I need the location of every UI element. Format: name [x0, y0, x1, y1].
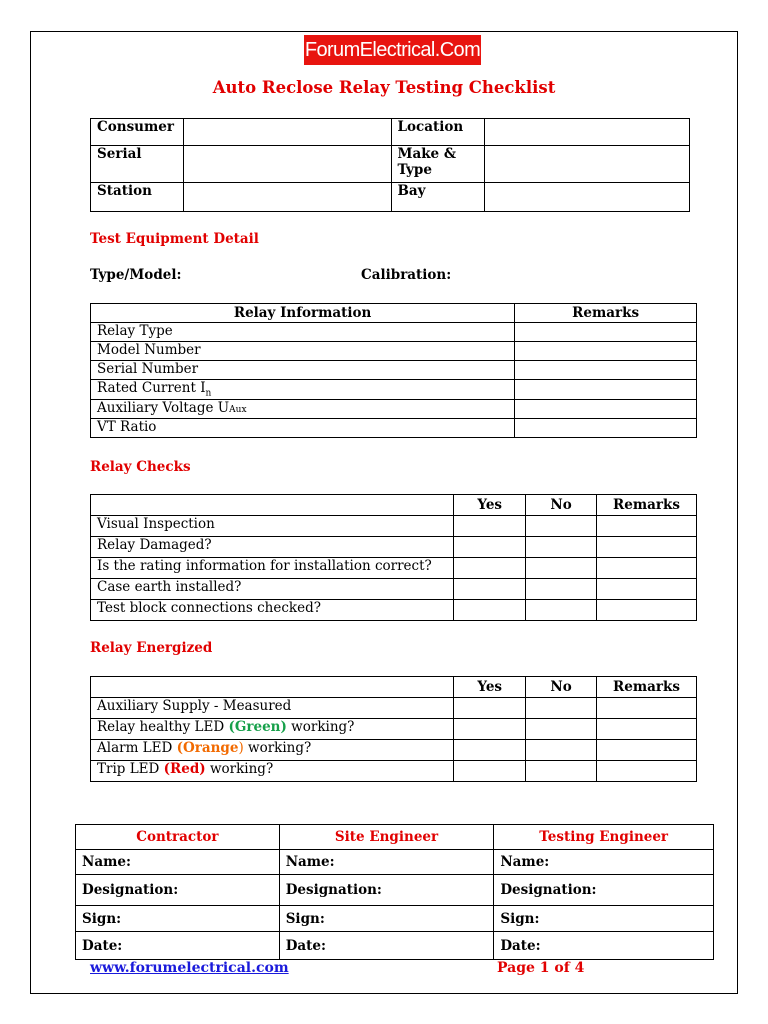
checks-item-header — [91, 495, 454, 516]
check-yes-cell[interactable] — [454, 579, 526, 600]
table-row — [91, 740, 697, 761]
test-equipment-heading: Test Equipment Detail — [90, 231, 259, 247]
info-table — [90, 118, 690, 212]
check-yes-cell[interactable] — [454, 600, 526, 621]
energized-remarks-cell[interactable] — [597, 719, 697, 740]
relay-type-remarks[interactable] — [515, 323, 697, 342]
relay-energized-heading: Relay Energized — [90, 640, 213, 656]
make-type-label-line-2: Type — [397, 162, 432, 178]
check-no-cell[interactable] — [526, 600, 597, 621]
aux-voltage-text: Auxiliary Voltage U — [97, 399, 230, 416]
energized-remarks-header: Remarks — [597, 677, 697, 698]
serial-number-remarks[interactable] — [515, 361, 697, 380]
check-no-cell[interactable] — [526, 558, 597, 579]
check-yes-cell[interactable] — [454, 516, 526, 537]
calibration-label: Calibration: — [361, 267, 452, 283]
consumer-field[interactable] — [183, 119, 391, 146]
contractor-header: Contractor — [76, 825, 280, 850]
contractor-date-field[interactable]: Date: — [76, 932, 280, 960]
relay-info-header: Relay Information — [91, 304, 515, 323]
check-item-label: Is the rating information for installation correct? — [91, 558, 454, 579]
consumer-label: Consumer — [91, 119, 184, 146]
table-row — [91, 761, 697, 782]
model-number-label: Model Number — [91, 342, 515, 361]
check-yes-cell[interactable] — [454, 537, 526, 558]
testing-engineer-sign-field[interactable]: Sign: — [494, 906, 714, 932]
energized-yes-cell[interactable] — [454, 761, 526, 782]
check-yes-cell[interactable] — [454, 558, 526, 579]
contractor-name-field[interactable]: Name: — [76, 850, 280, 875]
brand-logo: ForumElectrical.Com — [304, 35, 481, 65]
serial-field[interactable] — [183, 146, 391, 183]
trip-led-text: Trip LED — [97, 761, 164, 777]
contractor-sign-field[interactable]: Sign: — [76, 906, 280, 932]
relay-checks-table — [90, 494, 697, 621]
type-model-label: Type/Model: — [90, 267, 182, 283]
energized-no-cell[interactable] — [526, 761, 597, 782]
table-row — [91, 558, 697, 579]
vt-ratio-remarks[interactable] — [515, 418, 697, 437]
table-row — [76, 932, 714, 960]
site-engineer-name-field[interactable]: Name: — [279, 850, 494, 875]
table-row — [91, 418, 697, 437]
alarm-led-text: Alarm LED — [97, 740, 177, 756]
relay-info-table — [90, 303, 697, 438]
contractor-designation-field[interactable]: Designation: — [76, 875, 280, 906]
energized-yes-cell[interactable] — [454, 698, 526, 719]
healthy-led-text: Relay healthy LED — [97, 719, 229, 735]
make-type-field[interactable] — [485, 146, 690, 183]
testing-engineer-designation-field[interactable]: Designation: — [494, 875, 714, 906]
serial-label: Serial — [91, 146, 184, 183]
energized-yes-cell[interactable] — [454, 719, 526, 740]
make-type-label — [391, 146, 485, 183]
check-remarks-cell[interactable] — [597, 516, 697, 537]
bay-label: Bay — [391, 183, 485, 212]
site-engineer-sign-field[interactable]: Sign: — [279, 906, 494, 932]
energized-item-label — [91, 719, 454, 740]
healthy-led-suffix: working? — [286, 719, 355, 735]
website-link[interactable]: www.forumelectrical.com — [90, 960, 289, 976]
energized-item-header — [91, 677, 454, 698]
location-label: Location — [391, 119, 485, 146]
rated-current-label — [91, 380, 515, 400]
relay-type-label: Relay Type — [91, 323, 515, 342]
energized-no-cell[interactable] — [526, 719, 597, 740]
aux-voltage-remarks[interactable] — [515, 399, 697, 418]
energized-no-cell[interactable] — [526, 698, 597, 719]
energized-item-label: Auxiliary Supply - Measured — [91, 698, 454, 719]
table-row — [91, 361, 697, 380]
table-row — [91, 399, 697, 418]
bay-field[interactable] — [485, 183, 690, 212]
station-label: Station — [91, 183, 184, 212]
check-no-cell[interactable] — [526, 579, 597, 600]
table-row — [91, 516, 697, 537]
check-remarks-cell[interactable] — [597, 579, 697, 600]
site-engineer-date-field[interactable]: Date: — [279, 932, 494, 960]
check-remarks-cell[interactable] — [597, 558, 697, 579]
site-engineer-header: Site Engineer — [279, 825, 494, 850]
table-row — [91, 719, 697, 740]
energized-yes-header: Yes — [454, 677, 526, 698]
table-row — [76, 906, 714, 932]
testing-engineer-name-field[interactable]: Name: — [494, 850, 714, 875]
energized-remarks-cell[interactable] — [597, 698, 697, 719]
table-row — [91, 342, 697, 361]
table-row — [91, 600, 697, 621]
checks-yes-header: Yes — [454, 495, 526, 516]
check-remarks-cell[interactable] — [597, 600, 697, 621]
vt-ratio-label: VT Ratio — [91, 418, 515, 437]
table-row — [76, 875, 714, 906]
orange-label: (Orange — [176, 740, 239, 756]
energized-no-header: No — [526, 677, 597, 698]
check-item-label: Relay Damaged? — [91, 537, 454, 558]
rated-current-text: Rated Current I — [97, 380, 206, 396]
document-title: Auto Reclose Relay Testing Checklist — [212, 78, 556, 97]
red-label: (Red) — [163, 761, 206, 777]
aux-voltage-label — [91, 399, 515, 418]
remarks-header: Remarks — [515, 304, 697, 323]
trip-led-suffix: working? — [205, 761, 274, 777]
aux-voltage-subscript: Aux — [229, 404, 247, 415]
table-row — [91, 698, 697, 719]
relay-energized-table — [90, 676, 697, 782]
testing-engineer-date-field[interactable]: Date: — [494, 932, 714, 960]
energized-item-label — [91, 761, 454, 782]
table-row — [91, 323, 697, 342]
testing-engineer-header: Testing Engineer — [494, 825, 714, 850]
checks-remarks-header: Remarks — [597, 495, 697, 516]
serial-number-label: Serial Number — [91, 361, 515, 380]
alarm-led-suffix: working? — [243, 740, 312, 756]
energized-item-label — [91, 740, 454, 761]
check-item-label: Visual Inspection — [91, 516, 454, 537]
station-field[interactable] — [183, 183, 391, 212]
table-row — [91, 579, 697, 600]
orange-close-paren: ) — [238, 740, 244, 756]
make-type-label-line-1: Make & — [397, 146, 457, 162]
green-label: (Green) — [228, 719, 287, 735]
rated-current-remarks[interactable] — [515, 380, 697, 400]
checks-no-header: No — [526, 495, 597, 516]
table-row — [91, 537, 697, 558]
table-row — [76, 850, 714, 875]
table-row — [91, 380, 697, 400]
page-number: Page 1 of 4 — [497, 960, 585, 976]
check-item-label: Test block connections checked? — [91, 600, 454, 621]
check-no-cell[interactable] — [526, 537, 597, 558]
check-no-cell[interactable] — [526, 516, 597, 537]
rated-current-subscript: n — [205, 388, 212, 399]
energized-yes-cell[interactable] — [454, 740, 526, 761]
check-remarks-cell[interactable] — [597, 537, 697, 558]
energized-remarks-cell[interactable] — [597, 740, 697, 761]
check-item-label: Case earth installed? — [91, 579, 454, 600]
model-number-remarks[interactable] — [515, 342, 697, 361]
relay-checks-heading: Relay Checks — [90, 459, 191, 475]
energized-remarks-cell[interactable] — [597, 761, 697, 782]
energized-no-cell[interactable] — [526, 740, 597, 761]
site-engineer-designation-field[interactable]: Designation: — [279, 875, 494, 906]
signoff-table — [75, 824, 714, 960]
location-field[interactable] — [485, 119, 690, 146]
